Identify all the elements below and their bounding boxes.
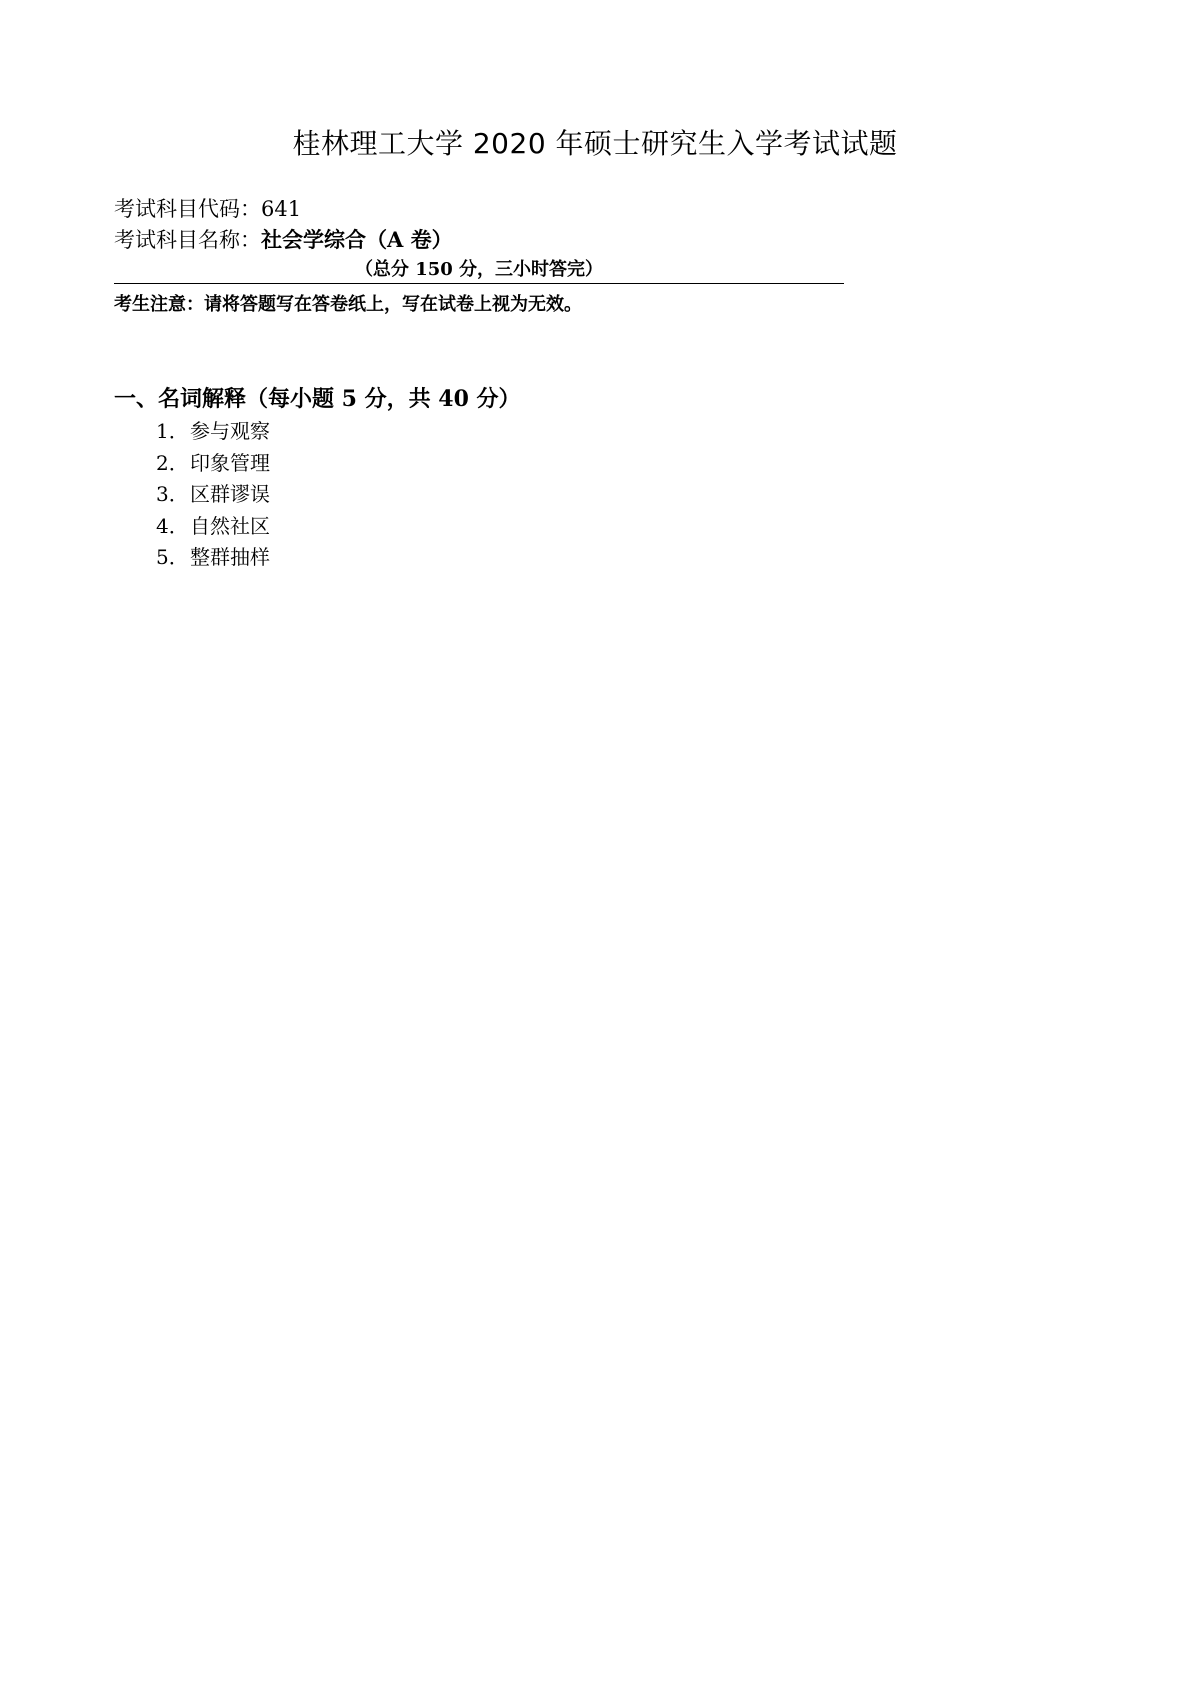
item-number: 1． bbox=[156, 419, 189, 443]
item-text: 区群谬误 bbox=[190, 482, 270, 506]
score-note: （总分 150 分，三小时答完） bbox=[114, 257, 844, 284]
item-text: 参与观察 bbox=[190, 419, 270, 443]
list-item bbox=[156, 416, 270, 448]
item-number: 5． bbox=[156, 545, 189, 569]
list-item bbox=[156, 511, 270, 543]
item-text: 整群抽样 bbox=[190, 545, 270, 569]
subject-code-label: 考试科目代码： bbox=[114, 197, 261, 221]
item-number: 2． bbox=[156, 450, 189, 475]
item-number: 3． bbox=[156, 482, 189, 506]
item-text: 印象管理 bbox=[190, 450, 270, 475]
section-1-items bbox=[156, 416, 270, 574]
exam-title: 桂林理工大学 2020 年硕士研究生入学考试试题 bbox=[292, 127, 898, 160]
subject-name-line bbox=[114, 225, 453, 255]
section-1-title: 一、名词解释（每小题 5 分，共 40 分） bbox=[114, 386, 521, 412]
subject-code-line bbox=[114, 194, 301, 224]
list-item bbox=[156, 479, 270, 511]
list-item bbox=[156, 448, 270, 480]
subject-code-value: 641 bbox=[261, 197, 302, 221]
item-number: 4． bbox=[156, 513, 189, 538]
list-item bbox=[156, 542, 270, 574]
subject-name-label: 考试科目名称： bbox=[114, 228, 261, 252]
item-text: 自然社区 bbox=[190, 513, 270, 538]
subject-name-value: 社会学综合（A 卷） bbox=[261, 227, 453, 252]
candidate-notice: 考生注意：请将答题写在答卷纸上，写在试卷上视为无效。 bbox=[114, 294, 582, 315]
